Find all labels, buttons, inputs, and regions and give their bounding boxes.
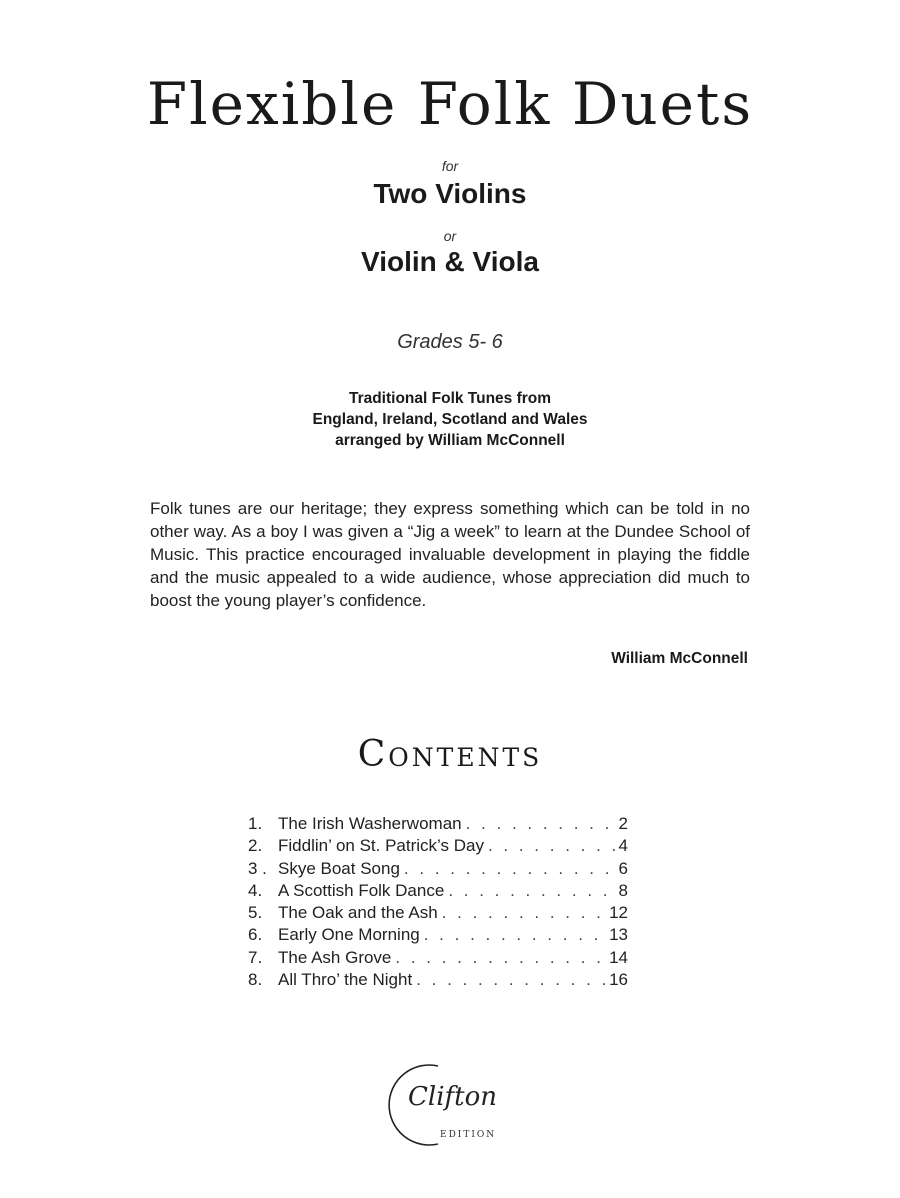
toc-page: 12: [609, 903, 628, 923]
table-of-contents: [248, 814, 628, 992]
for-label: for: [441, 158, 459, 174]
origin-line: England, Ireland, Scotland and Wales: [312, 411, 588, 428]
toc-item: [248, 814, 628, 836]
toc-page: 14: [609, 947, 628, 967]
toc-title: Fiddlin’ on St. Patrick’s Day: [278, 836, 484, 856]
toc-page: 6: [618, 858, 628, 878]
toc-leader: [442, 903, 605, 923]
toc-item: [248, 925, 628, 947]
grades-label: Grades 5- 6: [397, 331, 503, 353]
toc-title: The Irish Washerwoman: [278, 814, 462, 833]
logo-edition: EDITION: [440, 1130, 497, 1140]
toc-item: [248, 948, 628, 970]
toc-leader: [424, 925, 605, 945]
toc-leader: [448, 881, 614, 901]
origin-line: Traditional Folk Tunes from: [348, 390, 552, 407]
toc-page: 8: [618, 880, 628, 900]
page-title: Flexible Folk Duets: [146, 70, 754, 138]
toc-number: 1.: [248, 814, 263, 833]
toc-title: The Oak and the Ash: [278, 903, 438, 923]
toc-item: [248, 836, 628, 858]
toc-leader: [395, 948, 605, 968]
toc-number: 6.: [248, 925, 263, 945]
toc-page: 2: [618, 814, 628, 833]
logo-word: Clifton: [408, 1082, 497, 1112]
toc-title: Early One Morning: [278, 925, 420, 945]
quote-author: William McConnell: [611, 650, 748, 667]
toc-item: [248, 903, 628, 925]
toc-item: [248, 881, 628, 903]
toc-number: 8.: [248, 970, 263, 990]
toc-title: A Scottish Folk Dance: [278, 880, 445, 900]
toc-leader: [404, 859, 615, 879]
origin-line: arranged by William McConnell: [335, 432, 565, 449]
toc-item: [248, 859, 628, 881]
origin-credits: [0, 388, 900, 451]
toc-page: 4: [618, 836, 628, 856]
toc-leader: [466, 814, 615, 834]
toc-number: 4.: [248, 880, 263, 900]
toc-number: 2.: [248, 836, 263, 856]
toc-title: Skye Boat Song: [278, 858, 400, 878]
toc-page: 13: [609, 925, 628, 945]
toc-page: 16: [609, 970, 628, 990]
toc-leader: [488, 836, 615, 856]
or-label: or: [443, 228, 457, 244]
intro-quote: Folk tunes are our heritage; they express something which can be told in no other way. As a boy I was given a “Jig a week” to learn at the Dundee School of Music. This practice encouraged invaluable development in playing the fiddle and the music appealed to a wide audience, whose appreciation did much to boost the young player’s confidence.: [150, 499, 750, 610]
toc-number: 5.: [248, 903, 263, 923]
toc-number: 3 .: [248, 858, 267, 878]
toc-item: [248, 970, 628, 992]
toc-title: All Thro’ the Night: [278, 970, 413, 990]
toc-title: The Ash Grove: [278, 947, 392, 967]
instrumentation-violin-viola: Violin & Viola: [361, 246, 539, 277]
instrumentation-two-violins: Two Violins: [373, 178, 527, 209]
toc-leader: [416, 970, 605, 990]
toc-number: 7.: [248, 947, 263, 967]
contents-heading: Contents: [357, 734, 543, 775]
clifton-edition-logo: [386, 1060, 512, 1150]
